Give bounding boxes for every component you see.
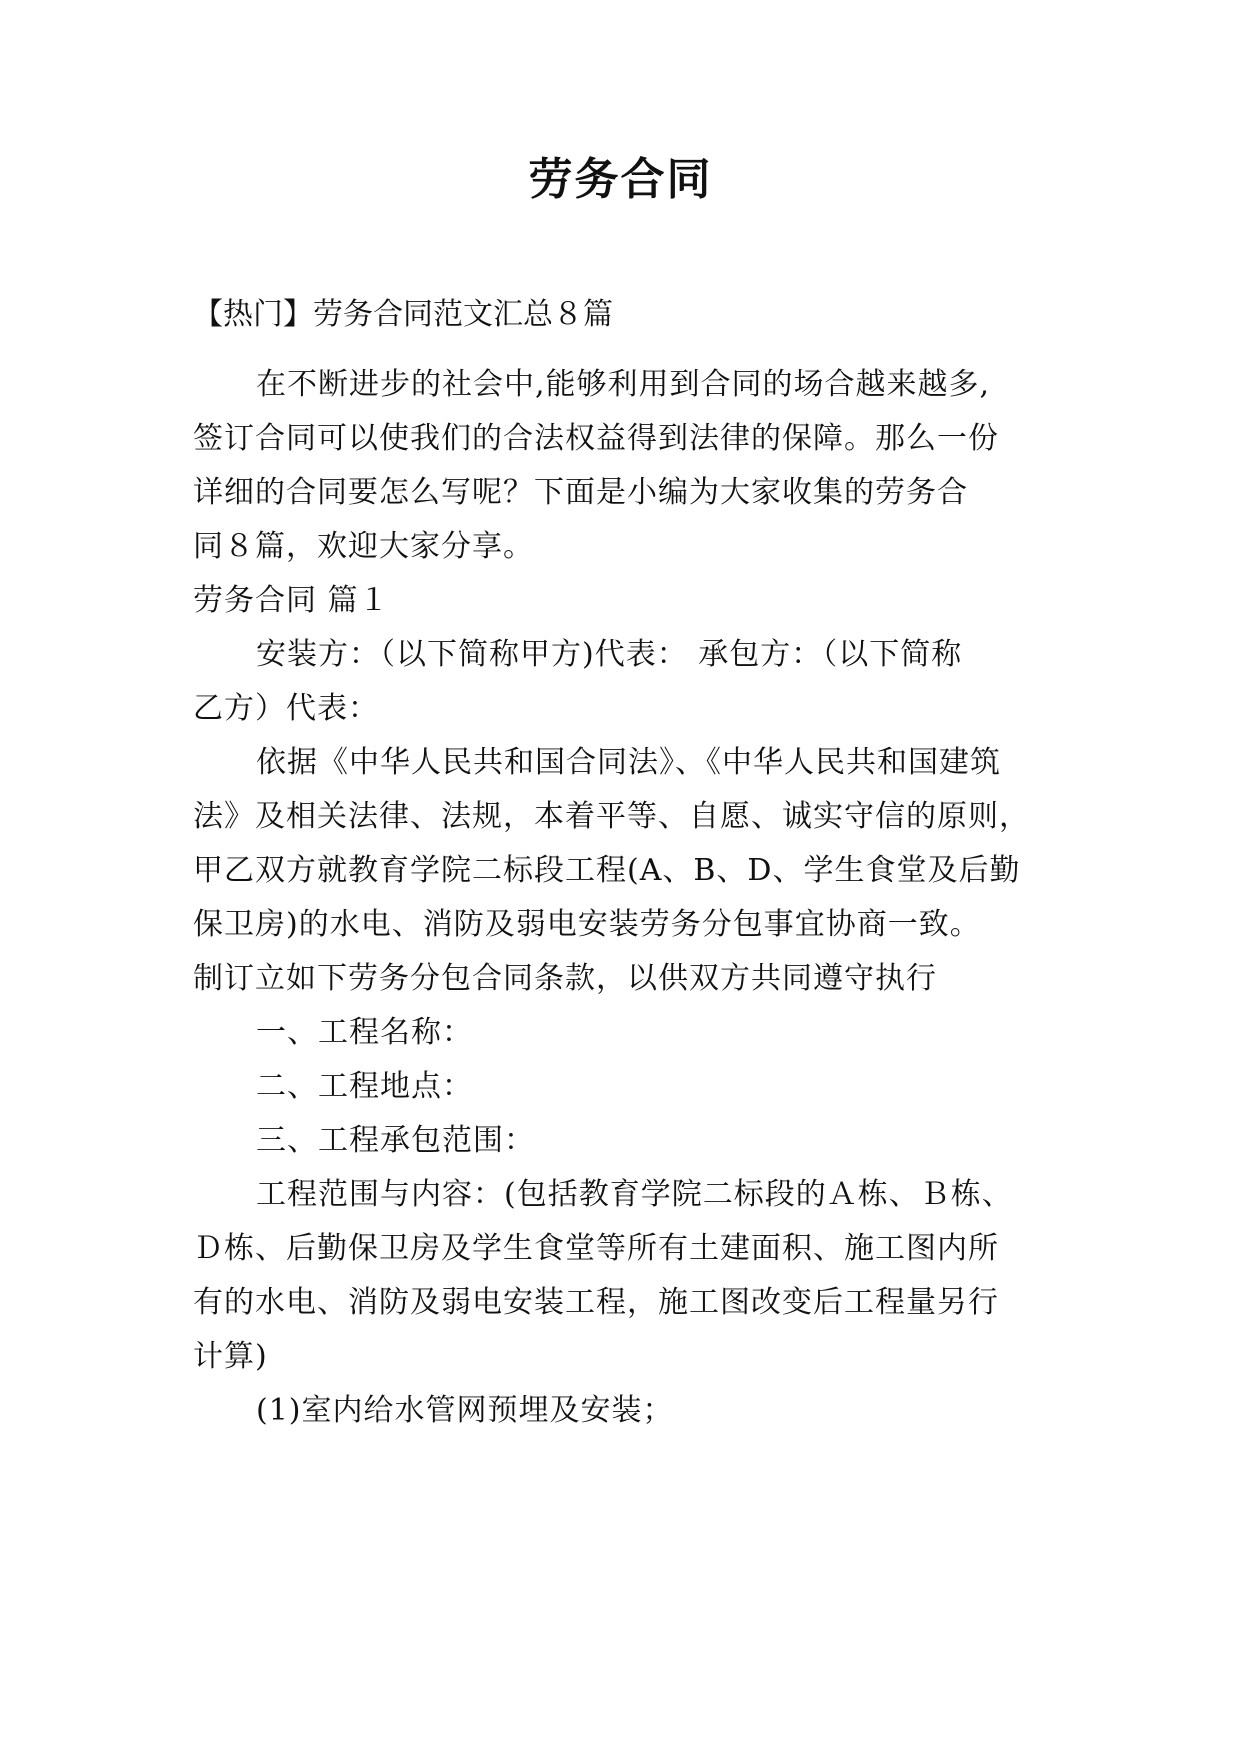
paragraph-line: 工程范围与内容：(包括教育学院二标段的Ａ栋、Ｂ栋、: [256, 1177, 1013, 1212]
paragraph-line: 详细的合同要怎么写呢？下面是小编为大家收集的劳务合: [193, 475, 968, 510]
paragraph-line: 签订合同可以使我们的合法权益得到法律的保障。那么一份: [193, 421, 999, 456]
paragraph-line: 计算): [193, 1339, 268, 1374]
document-subtitle: 【热门】劳务合同范文汇总８篇: [193, 297, 613, 332]
section-heading: 劳务合同 篇１: [193, 583, 390, 618]
paragraph-line: 乙方）代表：: [193, 691, 379, 726]
paragraph-line: 有的水电、消防及弱电安装工程，施工图改变后工程量另行: [193, 1285, 999, 1320]
paragraph-line: 法》及相关法律、法规，本着平等、自愿、诚实守信的原则，: [193, 799, 1030, 834]
clause-item: 一、工程名称：: [256, 1015, 473, 1050]
paragraph-line: 保卫房)的水电、消防及弱电安装劳务分包事宜协商一致。: [193, 907, 981, 942]
clause-item: (1)室内给水管网预埋及安装；: [256, 1393, 674, 1428]
clause-item: 二、工程地点：: [256, 1069, 473, 1104]
paragraph-line: 安装方：（以下简称甲方)代表： 承包方：（以下简称: [256, 637, 963, 672]
paragraph-line: 在不断进步的社会中,能够利用到合同的场合越来越多,: [256, 367, 991, 402]
paragraph-line: 依据《中华人民共和国合同法》、《中华人民共和国建筑: [256, 745, 1001, 780]
paragraph-line: 甲乙双方就教育学院二标段工程(A、B、D、学生食堂及后勤: [193, 853, 1021, 888]
clause-item: 三、工程承包范围：: [256, 1123, 535, 1158]
page-title: 劳务合同: [528, 154, 713, 205]
paragraph-line: Ｄ栋、后勤保卫房及学生食堂等所有土建面积、施工图内所: [193, 1231, 999, 1266]
paragraph-line: 同８篇，欢迎大家分享。: [193, 529, 534, 564]
paragraph-line: 制订立如下劳务分包合同条款，以供双方共同遵守执行: [193, 961, 937, 996]
